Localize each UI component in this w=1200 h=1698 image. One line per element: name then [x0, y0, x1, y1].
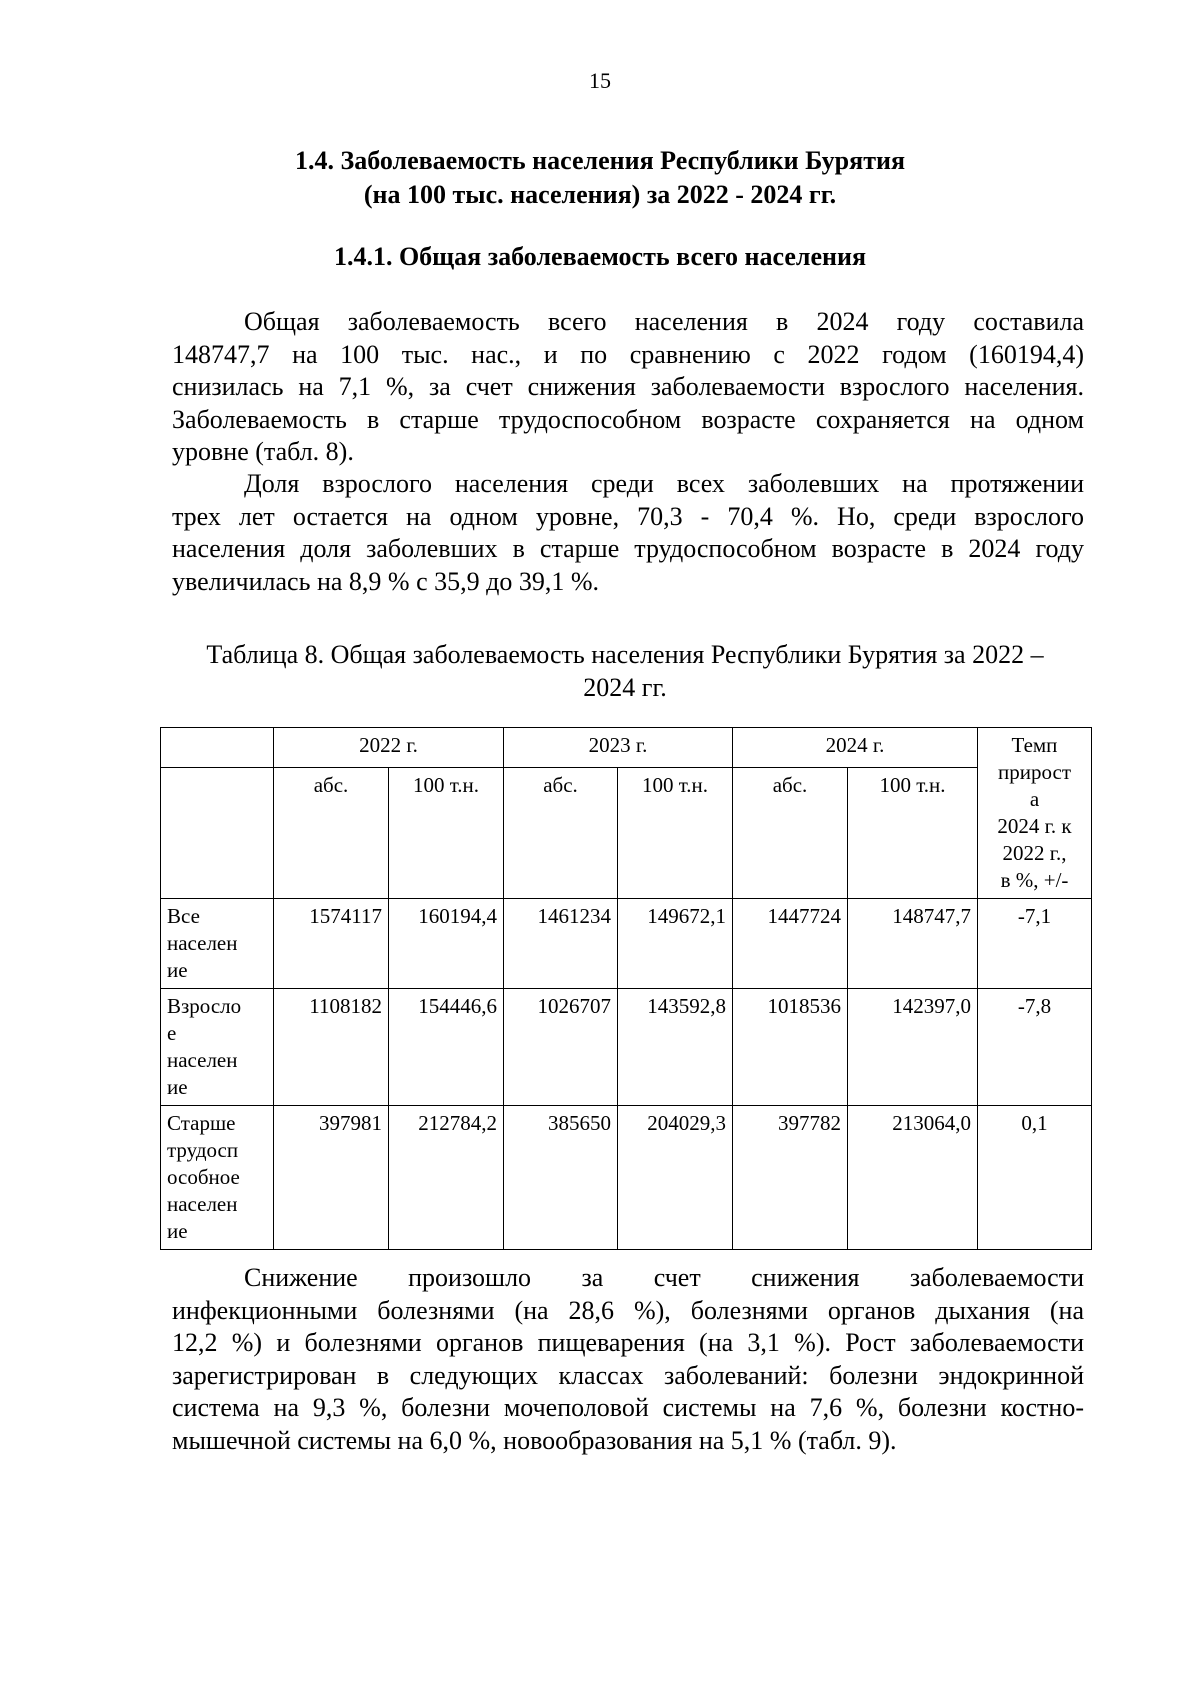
- table-corner-cell: [161, 728, 274, 768]
- row-label-line: населен: [167, 1048, 238, 1072]
- section-heading-line-2: (на 100 тыс. населения) за 2022 - 2024 гг.: [363, 180, 837, 209]
- page-number: 15: [589, 68, 611, 93]
- growth-header-line: 2022 г.,: [1002, 841, 1067, 865]
- row-label-line: особное: [167, 1165, 240, 1189]
- paragraph-3-line: зарегистрирован в следующих классах заболеваний: болезни эндокринной: [172, 1360, 1084, 1390]
- paragraph-1-line: уровне (табл. 8).: [172, 437, 354, 466]
- paragraph-1-line: 148747,7 на 100 тыс. нас., и по сравнению с 2022 годом (160194,4): [172, 339, 1084, 369]
- row-label: [161, 989, 274, 1106]
- table-row: [161, 989, 1092, 1106]
- cell-value: 160194,4: [389, 899, 504, 989]
- cell-value: 385650: [504, 1106, 618, 1250]
- section-heading: [0, 144, 1200, 212]
- sub-header-abs: абс.: [733, 768, 848, 899]
- cell-value: 154446,6: [389, 989, 504, 1106]
- cell-value: 1018536: [733, 989, 848, 1106]
- section-heading-line-1: 1.4. Заболеваемость населения Республики Бурятия: [294, 146, 906, 175]
- cell-growth: 0,1: [978, 1106, 1092, 1250]
- paragraph-1: [172, 306, 1084, 469]
- growth-header-line: Темп: [1011, 733, 1058, 757]
- paragraph-2: [172, 468, 1084, 598]
- cell-growth: -7,1: [978, 899, 1092, 989]
- table-caption-line-2: 2024 гг.: [583, 673, 667, 702]
- paragraph-3: [172, 1262, 1084, 1457]
- table-caption: [150, 638, 1100, 704]
- row-label-line: Взросло: [167, 994, 242, 1018]
- cell-value: 1108182: [274, 989, 389, 1106]
- paragraph-3-line: Снижение произошло за счет снижения заболеваемости: [244, 1263, 1084, 1292]
- sub-header-rate: 100 т.н.: [618, 768, 733, 899]
- paragraph-2-line: трех лет остается на одном уровне, 70,3 - 70,4 %. Но, среди взрослого: [172, 501, 1084, 531]
- subsection-heading: 1.4.1. Общая заболеваемость всего населения: [333, 242, 867, 271]
- paragraph-3-line: 12,2 %) и болезнями органов пищеварения (на 3,1 %). Рост заболеваемости: [172, 1328, 1084, 1357]
- table-header-row-units: [161, 768, 1092, 899]
- morbidity-table: [160, 727, 1092, 1250]
- cell-growth: -7,8: [978, 989, 1092, 1106]
- table-header-row-years: [161, 728, 1092, 768]
- row-label-line: е: [167, 1021, 177, 1045]
- row-label-line: ие: [167, 1219, 188, 1243]
- cell-value: 148747,7: [848, 899, 978, 989]
- sub-header-rate: 100 т.н.: [389, 768, 504, 899]
- cell-value: 213064,0: [848, 1106, 978, 1250]
- cell-value: 212784,2: [389, 1106, 504, 1250]
- paragraph-2-line: увеличилась на 8,9 % с 35,9 до 39,1 %.: [172, 566, 599, 596]
- row-label-line: ие: [167, 958, 188, 982]
- paragraph-3-line: инфекционными болезнями (на 28,6 %), болезнями органов дыхания (на: [172, 1295, 1084, 1325]
- cell-value: 397782: [733, 1106, 848, 1250]
- cell-value: 1574117: [274, 899, 389, 989]
- paragraph-1-line: Заболеваемость в старше трудоспособном возрасте сохраняется на одном: [172, 404, 1084, 434]
- paragraph-3-line: система на 9,3 %, болезни мочеполовой системы на 7,6 %, болезни костно-: [172, 1393, 1084, 1422]
- cell-value: 143592,8: [618, 989, 733, 1106]
- row-label-line: населен: [167, 931, 238, 955]
- row-label: [161, 1106, 274, 1250]
- table-row: [161, 1106, 1092, 1250]
- cell-value: 149672,1: [618, 899, 733, 989]
- growth-header: [978, 728, 1092, 899]
- row-label-line: Все: [167, 904, 200, 928]
- paragraph-3-line: мышечной системы на 6,0 %, новообразования на 5,1 % (табл. 9).: [172, 1425, 897, 1455]
- cell-value: 397981: [274, 1106, 389, 1250]
- table-row: [161, 899, 1092, 989]
- growth-header-line: 2024 г. к: [997, 814, 1072, 838]
- growth-header-line: а: [1029, 787, 1040, 811]
- row-label-line: ие: [167, 1075, 188, 1099]
- paragraph-1-line: Общая заболеваемость всего населения в 2024 году составила: [244, 307, 1084, 336]
- growth-header-line: прирост: [998, 760, 1071, 784]
- sub-header-rate: 100 т.н.: [848, 768, 978, 899]
- sub-header-abs: абс.: [504, 768, 618, 899]
- cell-value: 1026707: [504, 989, 618, 1106]
- table-corner-cell: [161, 768, 274, 899]
- paragraph-2-line: Доля взрослого населения среди всех заболевших на протяжении: [244, 469, 1084, 498]
- row-label: [161, 899, 274, 989]
- table-caption-line-1: Таблица 8. Общая заболеваемость населения Республики Бурятия за 2022 –: [206, 640, 1044, 669]
- year-header-2024: 2024 г.: [733, 728, 978, 768]
- cell-value: 204029,3: [618, 1106, 733, 1250]
- row-label-line: Старше: [167, 1111, 236, 1135]
- row-label-line: трудосп: [167, 1138, 239, 1162]
- year-header-2022: 2022 г.: [274, 728, 504, 768]
- cell-value: 1461234: [504, 899, 618, 989]
- year-header-2023: 2023 г.: [504, 728, 733, 768]
- cell-value: 1447724: [733, 899, 848, 989]
- row-label-line: населен: [167, 1192, 238, 1216]
- paragraph-1-line: снизилась на 7,1 %, за счет снижения заболеваемости взрослого населения.: [172, 372, 1084, 401]
- paragraph-2-line: населения доля заболевших в старше трудоспособном возрасте в 2024 году: [172, 534, 1084, 563]
- cell-value: 142397,0: [848, 989, 978, 1106]
- growth-header-line: в %, +/-: [1000, 868, 1069, 892]
- sub-header-abs: абс.: [274, 768, 389, 899]
